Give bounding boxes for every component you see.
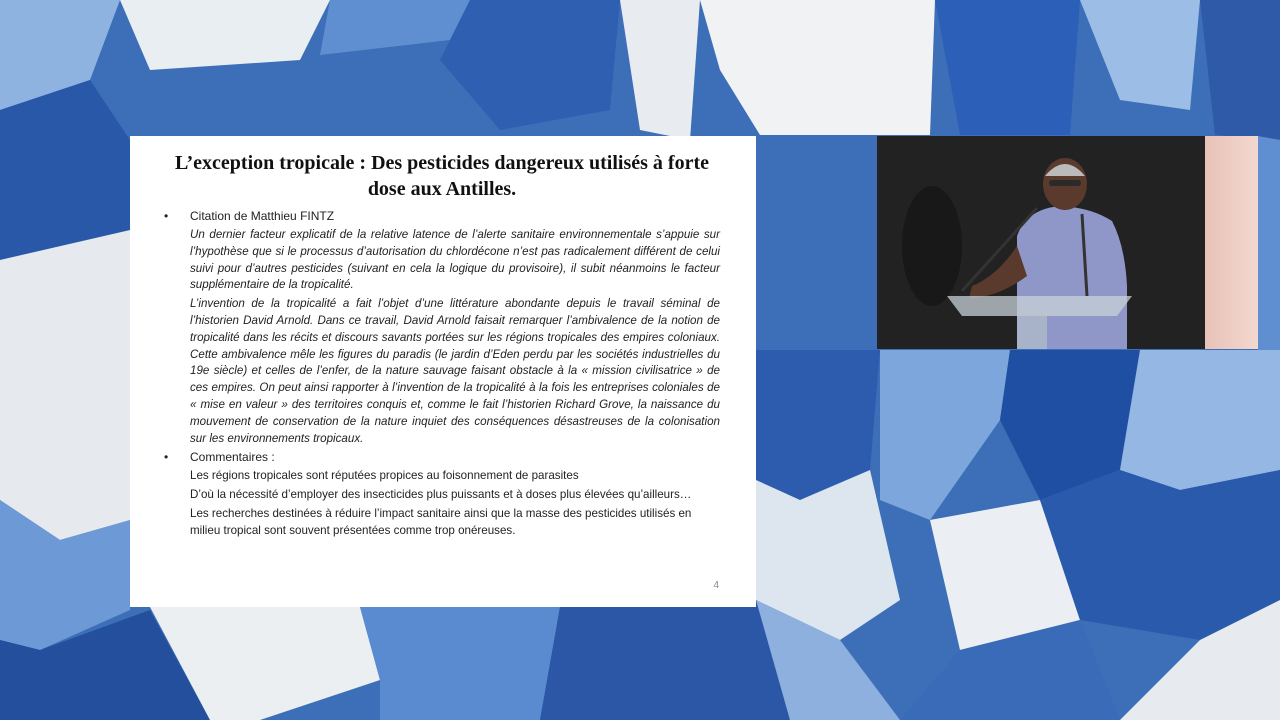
- bullet-comments: [164, 449, 720, 466]
- presentation-slide: [130, 136, 756, 607]
- slide-title: L’exception tropicale : Des pesticides dangereux utilisés à forte dose aux Antilles.: [174, 152, 709, 200]
- comment-item: Les régions tropicales sont réputées propices au foisonnement de parasites: [190, 469, 579, 483]
- comments-block: [190, 468, 720, 539]
- comment-item: D’où la nécessité d’employer des insecticides plus puissants et à doses plus élevées qu’ailleurs…: [190, 488, 692, 502]
- comment-item: Les recherches destinées à réduire l’impact sanitaire ainsi que la masse des pesticides utilisés en milieu tropical sont souvent présentées comme trop onéreuses.: [190, 506, 692, 537]
- quote-block: [190, 227, 720, 447]
- quote-paragraph: L’invention de la tropicalité a fait l’objet d’une littérature abondante depuis le travail séminal de l’historien David Arnold. Dans ce travail, David Arnold faisait remarquer l’ambivalence de la notion de tropicalité dans les récits et discours savants portées sur les régions tropicales des empires coloniaux. Cette ambivalence mêle les figures du paradis (le jardin d’Eden perdu par les sociétés industrielles du 19e siècle) et celles de l’enfer, de la nature sauvage faisant obstacle à la « mission civilisatrice » de ces empires. On peut ainsi rapporter à l’invention de la tropicalité à la fois les entreprises coloniales de « mise en valeur » des territoires conquis et, comme le fait l’historien Richard Grove, la naissance du mouvement de conservation de la nature inquiet des conséquences désastreuses de la colonisation sur les environnements tropicaux.: [190, 297, 720, 445]
- bullet-citation-label: Citation de Matthieu FINTZ: [190, 209, 335, 223]
- speaker-video-feed: [877, 136, 1258, 349]
- quote-paragraph: Un dernier facteur explicatif de la relative latence de l’alerte sanitaire environnementale s’appuie sur l’hypothèse que si le processus d’autorisation du chlordécone n’est pas radicalement différent de celui suivi pour d’autres pesticides (suivant en cela la logique du provisoire), il subit néanmoins le facteur supplémentaire de la tropicalité.: [190, 228, 720, 292]
- speaker-video-image: [877, 136, 1258, 349]
- bullet-icon: •: [164, 450, 169, 465]
- bullet-icon: •: [164, 209, 169, 223]
- bullet-comments-label: Commentaires :: [190, 450, 275, 465]
- bullet-citation: [164, 208, 720, 225]
- slide-page-number: 4: [713, 580, 719, 591]
